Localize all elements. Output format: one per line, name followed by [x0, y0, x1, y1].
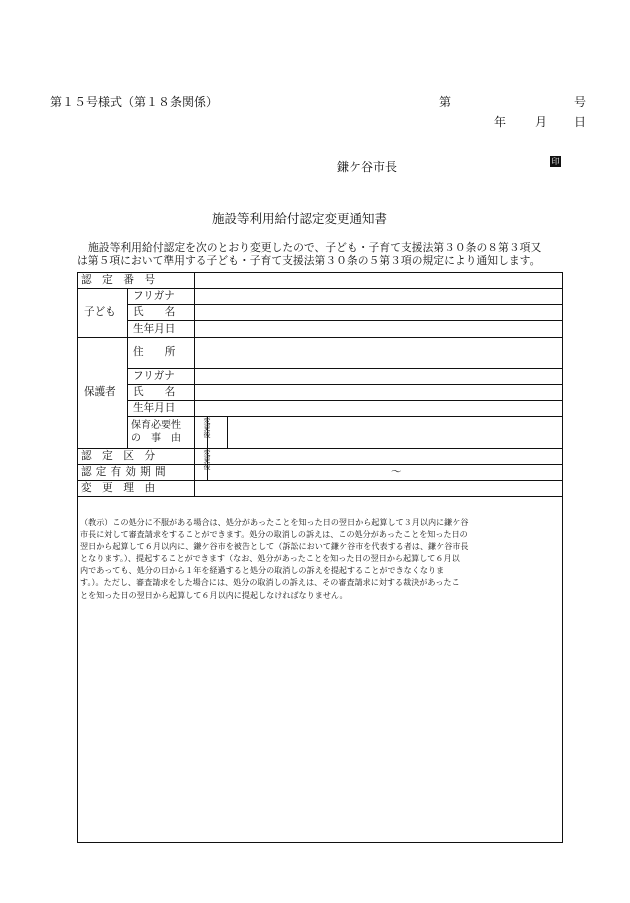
intro-line: 施設等利用給付認定を次のとおり変更したので、子ども・子育て支援法第３０条の８第３項又	[88, 241, 542, 254]
child-group-label: 子ども	[84, 306, 116, 318]
table-rule	[127, 400, 563, 401]
table-rule	[77, 337, 563, 338]
child-furigana-label: フリガナ	[133, 290, 175, 302]
change-after-mark: 変 更 後	[203, 449, 211, 471]
change-after-mark: 変 更 後	[203, 417, 211, 439]
guardian-birthdate-label: 生年月日	[133, 402, 176, 414]
notice-line: となります。）、提起することができます（なお、処分があったことを知った日の翌日から起算して６月以	[80, 553, 460, 564]
care-need-line: 保育必要性	[131, 420, 181, 431]
child-birthdate-label: 生年月日	[133, 323, 176, 335]
intro-line: は第５項において準用する子ども・子育て支援法第３０条の５第３項の規定により通知します。	[77, 254, 541, 267]
document-number-suffix: 号	[574, 95, 587, 109]
table-rule	[77, 496, 563, 497]
table-rule	[127, 288, 128, 448]
notice-line: （教示）この処分に不服がある場合は、処分があったことを知った日の翌日から起算して３月以内に鎌ケ谷	[80, 517, 469, 527]
table-rule	[127, 368, 563, 369]
form-number: 第１５号様式（第１８条関係）	[50, 95, 219, 109]
appeal-notice	[80, 516, 562, 601]
table-rule	[127, 416, 563, 417]
document-number-prefix: 第	[439, 95, 452, 109]
care-need-line: の 事 由	[131, 433, 181, 444]
table-rule	[77, 464, 563, 465]
table-rule	[194, 272, 195, 496]
document-title: 施設等利用給付認定変更通知書	[212, 211, 388, 226]
table-rule	[227, 416, 228, 448]
table-rule	[127, 304, 563, 305]
guardian-address-label: 住 所	[133, 346, 176, 358]
date-month: 月	[535, 115, 548, 129]
issuer-name: 鎌ケ谷市長	[337, 160, 398, 174]
notice-line: とを知った日の翌日から起算して６月以内に提起しなければなりません。	[80, 589, 348, 600]
change-reason-label: 変 更 理 由	[81, 482, 156, 494]
official-seal: 印	[551, 157, 560, 166]
cert-number-label: 認 定 番 号	[81, 274, 156, 286]
notice-line: 翌日から起算して６月以内に、鎌ケ谷市を被告として（訴訟において鎌ケ谷市を代表する者は、鎌ケ谷市長	[80, 541, 469, 552]
date-day: 日	[574, 115, 587, 129]
guardian-name-label: 氏 名	[133, 386, 176, 398]
child-name-label: 氏 名	[133, 306, 176, 318]
valid-period-label: 認定有効期間	[81, 466, 170, 478]
table-rule	[77, 288, 563, 289]
table-rule	[77, 448, 563, 449]
care-need-label	[131, 419, 181, 445]
period-tilde: ～	[391, 466, 402, 478]
table-rule	[127, 384, 563, 385]
notice-line: す。）。ただし、審査請求をした場合には、処分の取消しの訴えは、その審査請求に対する裁決があったこ	[80, 577, 460, 588]
notice-line: 内であっても、処分の日から１年を経過すると処分の取消しの訴えを提起することができなくなりま	[80, 565, 445, 576]
intro-text	[77, 241, 564, 267]
table-rule	[77, 480, 563, 481]
table-rule	[127, 320, 563, 321]
notice-line: 市長に対して審査請求をすることができます。処分の取消しの訴えは、この処分があったことを知った日の	[80, 529, 468, 540]
date-year: 年	[494, 115, 507, 129]
guardian-furigana-label: フリガナ	[133, 370, 175, 382]
cert-category-label: 認 定 区 分	[81, 450, 156, 462]
guardian-group-label: 保護者	[84, 386, 116, 398]
